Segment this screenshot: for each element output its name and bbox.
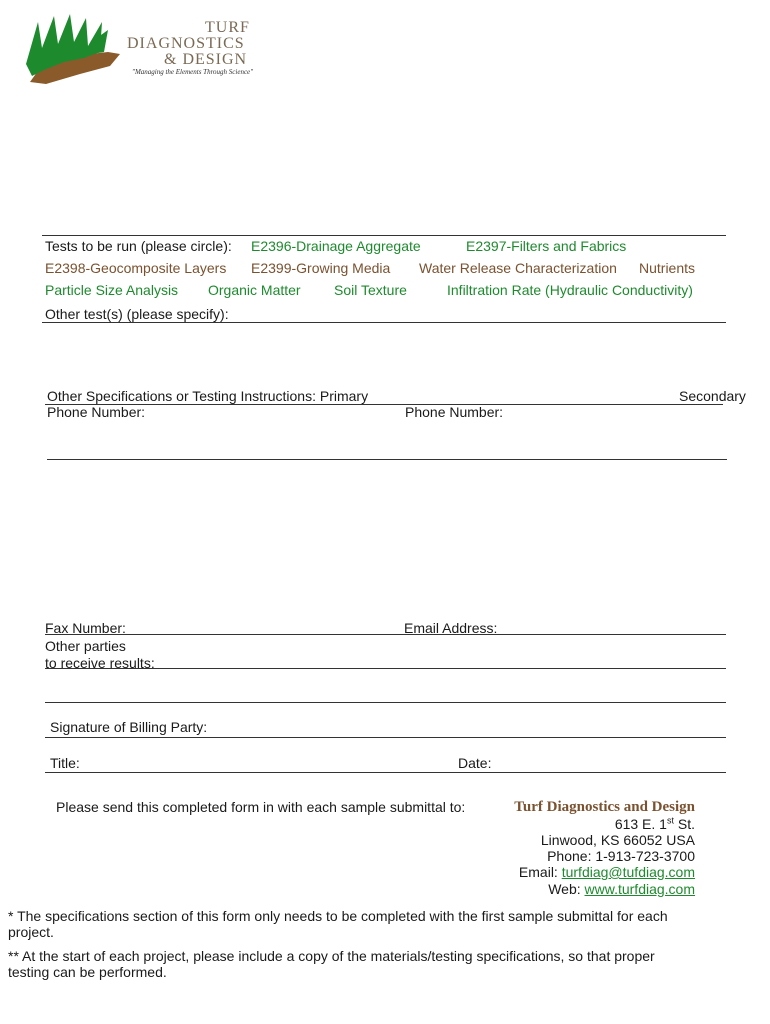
test-option-e2399[interactable]: E2399-Growing Media — [251, 260, 391, 276]
secondary-phone-label: Phone Number: — [405, 404, 504, 420]
specs-rule — [45, 404, 723, 405]
date-label: Date: — [458, 755, 492, 771]
other-parties-field[interactable] — [45, 668, 726, 669]
specs-label: Other Specifications or Testing Instructions: Primary — [47, 388, 369, 404]
test-option-particle-size[interactable]: Particle Size Analysis — [45, 282, 179, 298]
mailing-address — [514, 798, 695, 898]
test-option-e2396[interactable]: E2396-Drainage Aggregate — [251, 238, 421, 254]
web-line: Web: www.turfdiag.com — [548, 881, 695, 897]
city-state-zip: Linwood, KS 66052 USA — [540, 832, 695, 848]
note-specifications: * The specifications section of this form only needs to be completed with the first sample submittal for each project. — [8, 908, 668, 940]
other-tests-field[interactable] — [42, 322, 726, 323]
test-option-soil-texture[interactable]: Soil Texture — [334, 282, 407, 298]
phone-field[interactable] — [47, 459, 727, 460]
test-option-e2397[interactable]: E2397-Filters and Fabrics — [466, 238, 627, 254]
other-parties-field-2[interactable] — [45, 702, 726, 703]
email-line: Email: turfdiag@tufdiag.com — [518, 864, 695, 880]
logo-word-design: & DESIGN — [164, 51, 248, 68]
logo-tagline: "Managing the Elements Through Science" — [132, 68, 254, 76]
company-name: Turf Diagnostics and Design — [514, 799, 695, 815]
send-instruction: Please send this completed form in with each sample submittal to: — [56, 799, 466, 815]
street-address: 613 E. 1st St. — [614, 815, 695, 832]
other-parties-label-2: to receive results: — [45, 655, 155, 671]
specs-secondary-label: Secondary — [679, 388, 746, 404]
test-option-nutrients[interactable]: Nutrients — [639, 260, 696, 276]
phone-number: Phone: 1-913-723-3700 — [547, 848, 695, 864]
tests-top-rule — [42, 235, 726, 236]
email-link[interactable]: turfdiag@tufdiag.com — [561, 864, 695, 880]
test-option-water-release[interactable]: Water Release Characterization — [419, 260, 617, 276]
signature-label: Signature of Billing Party: — [50, 719, 208, 735]
test-option-e2398[interactable]: E2398-Geocomposite Layers — [45, 260, 227, 276]
note-materials-copy: ** At the start of each project, please include a copy of the materials/testing specifications, so that proper testing can be performed. — [8, 948, 655, 980]
primary-phone-label: Phone Number: — [47, 404, 146, 420]
test-option-infiltration-rate[interactable]: Infiltration Rate (Hydraulic Conductivity) — [447, 282, 693, 298]
tests-label: Tests to be run (please circle): — [45, 238, 232, 254]
fax-label: Fax Number: — [45, 620, 126, 636]
signature-field[interactable] — [45, 737, 726, 738]
other-tests-label: Other test(s) (please specify): — [45, 306, 229, 322]
email-label: Email Address: — [404, 620, 498, 636]
logo-word-diagnostics: DIAGNOSTICS — [127, 35, 245, 52]
title-date-field[interactable] — [45, 772, 726, 773]
title-label: Title: — [50, 755, 80, 771]
web-link[interactable]: www.turfdiag.com — [584, 881, 695, 897]
grass-logo-icon — [24, 12, 124, 84]
company-logo — [24, 12, 256, 84]
fax-email-field[interactable] — [45, 634, 726, 635]
logo-word-turf: TURF — [205, 19, 250, 36]
other-parties-label: Other parties — [45, 638, 126, 654]
test-option-organic-matter[interactable]: Organic Matter — [208, 282, 301, 298]
